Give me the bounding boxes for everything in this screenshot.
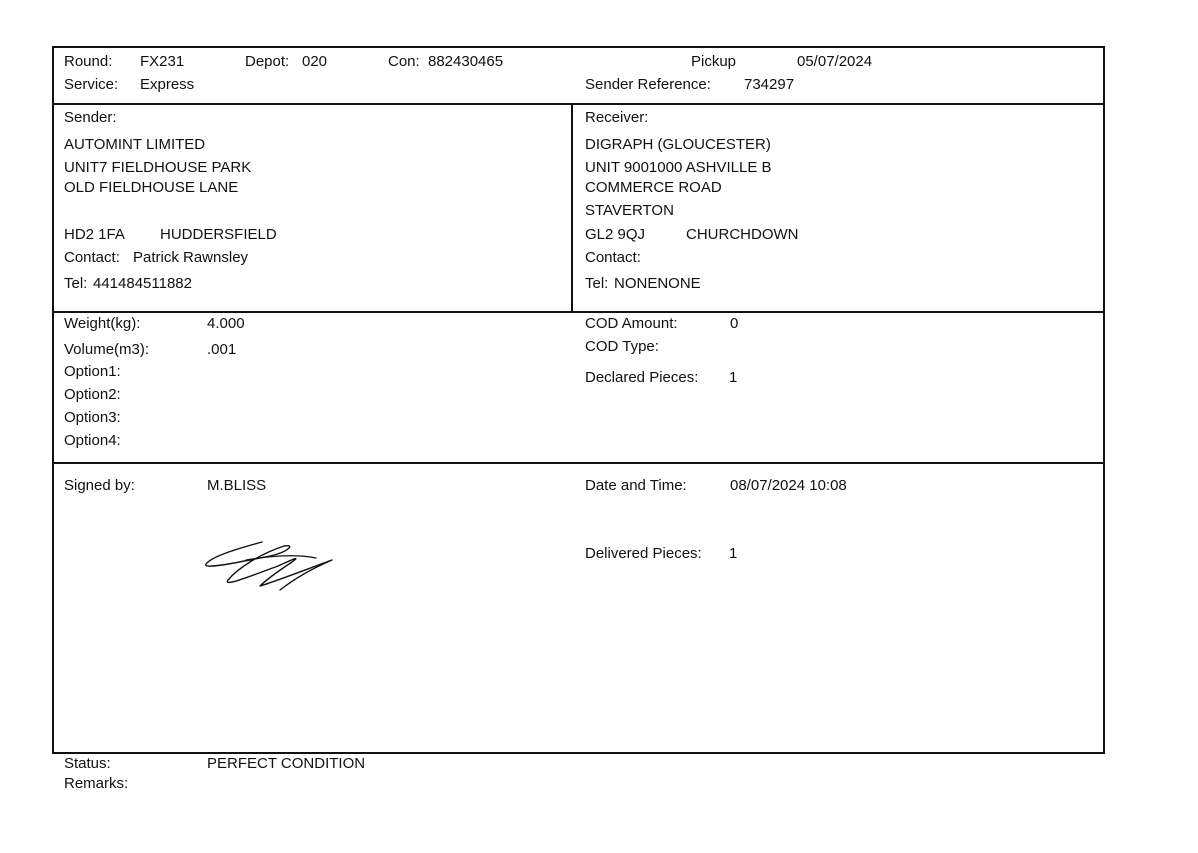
round-value: FX231 [140,53,185,70]
status-label: Status: [64,755,111,772]
weight-label: Weight(kg): [64,315,141,332]
receiver-line-2: UNIT 9001000 ASHVILLE B [585,159,772,176]
cod-amount-label: COD Amount: [585,315,678,332]
delivered-pieces-value: 1 [729,545,738,562]
pickup-label: Pickup [691,53,737,70]
volume-label: Volume(m3): [64,341,150,358]
pickup-date: 05/07/2024 [797,53,873,70]
date-time-label: Date and Time: [585,477,687,494]
sender-contact: Patrick Rawnsley [133,249,249,266]
volume-value: .001 [207,341,237,358]
receiver-line-3: COMMERCE ROAD [585,179,722,196]
service-value: Express [140,76,195,93]
depot-value: 020 [302,53,328,70]
receiver-line-4: STAVERTON [585,202,674,219]
cod-type-label: COD Type: [585,338,659,355]
sender-tel-label: Tel: [64,275,88,292]
signed-by-value: M.BLISS [207,477,267,494]
option2-label: Option2: [64,386,121,403]
date-time-value: 08/07/2024 10:08 [730,477,847,494]
receiver-tel: NONENONE [614,275,701,292]
cod-amount-value: 0 [730,315,739,332]
sender-reference-label: Sender Reference: [585,76,711,93]
divider-address [54,311,1103,313]
divider-details [54,462,1103,464]
depot-label: Depot: [245,53,290,70]
service-label: Service: [64,76,119,93]
signed-by-label: Signed by: [64,477,135,494]
signature-image [200,536,340,596]
sender-line-1: AUTOMINT LIMITED [64,136,206,153]
option3-label: Option3: [64,409,121,426]
divider-sender-receiver [571,103,573,311]
con-label: Con: [388,53,420,70]
receiver-postcode: GL2 9QJ [585,226,646,243]
option4-label: Option4: [64,432,121,449]
receiver-line-1: DIGRAPH (GLOUCESTER) [585,136,771,153]
sender-line-2: UNIT7 FIELDHOUSE PARK [64,159,252,176]
receiver-heading: Receiver: [585,109,649,126]
sender-tel: 441484511882 [93,275,192,292]
consignment-form [52,46,1105,754]
weight-value: 4.000 [207,315,245,332]
round-label: Round: [64,53,113,70]
sender-contact-label: Contact: [64,249,120,266]
receiver-tel-label: Tel: [585,275,609,292]
status-value: PERFECT CONDITION [207,755,366,772]
option1-label: Option1: [64,363,121,380]
sender-reference-value: 734297 [744,76,795,93]
divider-header [54,103,1103,105]
sender-line-3: OLD FIELDHOUSE LANE [64,179,239,196]
sender-postcode: HD2 1FA [64,226,125,243]
delivered-pieces-label: Delivered Pieces: [585,545,702,562]
receiver-city: CHURCHDOWN [686,226,799,243]
sender-city: HUDDERSFIELD [160,226,277,243]
remarks-label: Remarks: [64,775,129,792]
con-value: 882430465 [428,53,504,70]
receiver-contact-label: Contact: [585,249,641,266]
declared-pieces-value: 1 [729,369,738,386]
declared-pieces-label: Declared Pieces: [585,369,699,386]
sender-heading: Sender: [64,109,117,126]
